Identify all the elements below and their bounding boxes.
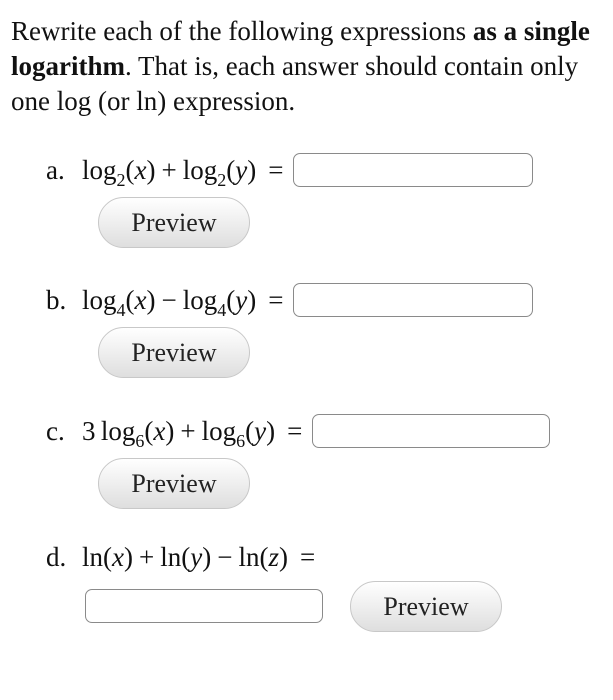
instructions (11, 14, 601, 119)
problem-b (46, 280, 533, 320)
answer-input-c[interactable] (312, 414, 550, 448)
instructions-text-end: . That is, each answer should contain only one log (or ln) expression. (11, 51, 579, 116)
preview-button-b[interactable]: Preview (98, 327, 250, 378)
problem-c (46, 411, 550, 451)
problem-letter: d. (46, 541, 67, 572)
answer-input-d[interactable] (85, 589, 323, 623)
math-expression: $\log_2(x) + \log_2(y)$ = (82, 154, 284, 190)
math-expression: ln(x) + ln(y) − ln(z) = (82, 541, 316, 572)
answer-input-a[interactable] (293, 153, 533, 187)
preview-button-a[interactable]: Preview (98, 197, 250, 248)
problem-a (46, 150, 533, 190)
instructions-text: Rewrite each of the following expressions (11, 16, 473, 46)
problem-letter: b. (46, 284, 67, 315)
answer-input-b[interactable] (293, 283, 533, 317)
preview-button-c[interactable]: Preview (98, 458, 250, 509)
problem-letter: a. (46, 154, 65, 185)
math-expression: $\log_4(x) - \log_4(y)$ = (82, 284, 284, 320)
problem-letter: c. (46, 415, 65, 446)
preview-button-d[interactable]: Preview (350, 581, 502, 632)
instructions-emphasis: as a single logarithm (11, 16, 590, 81)
math-expression: 3 $\log_6(x) + \log_6(y)$ = (82, 415, 303, 451)
problem-d (46, 537, 325, 577)
